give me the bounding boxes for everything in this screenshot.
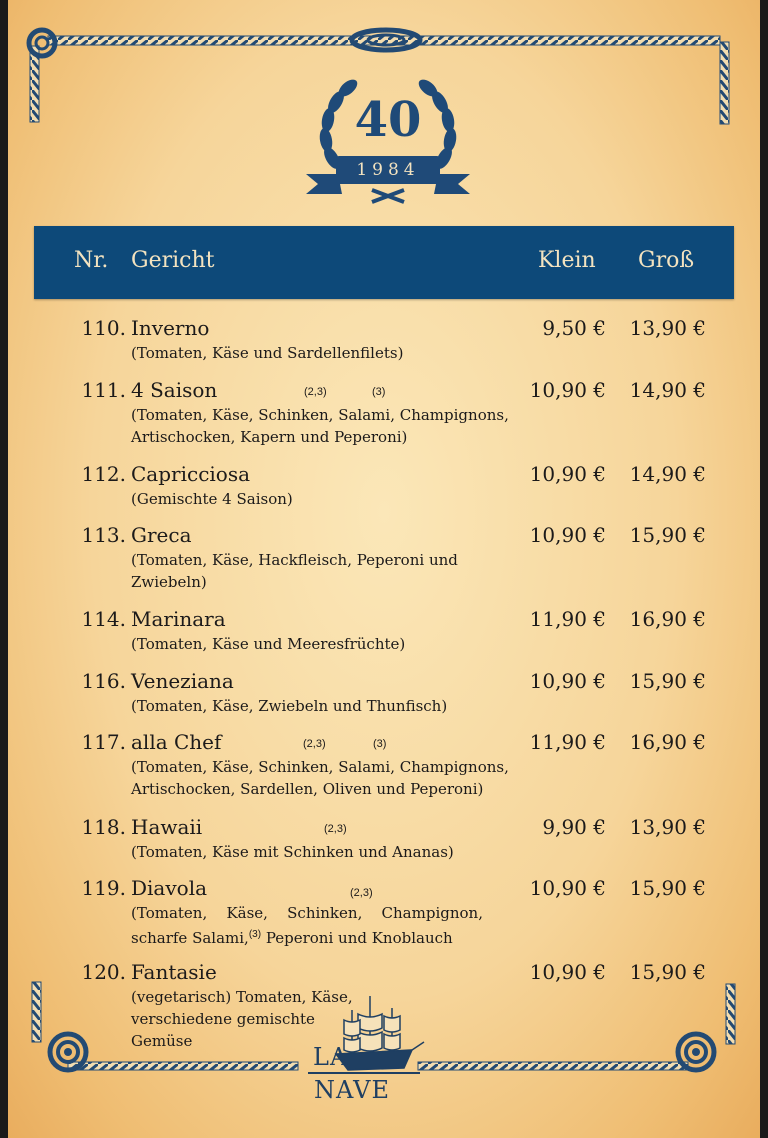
logo-text-nave: NAVE xyxy=(314,1076,390,1104)
price-small: 10,90 € xyxy=(529,523,606,547)
item-number: 113. xyxy=(81,523,126,547)
additive-note: (2,3) xyxy=(350,887,373,899)
additive-note: (3) xyxy=(373,738,387,750)
item-number: 111. xyxy=(81,378,126,402)
additive-note: (3) xyxy=(248,929,262,940)
item-number: 118. xyxy=(81,815,126,839)
price-small: 11,90 € xyxy=(529,730,606,754)
item-number: 110. xyxy=(81,316,126,340)
item-name: 4 Saison xyxy=(131,378,218,402)
price-small: 10,90 € xyxy=(529,669,606,693)
logo-text-la: LA xyxy=(313,1043,349,1071)
price-small: 9,50 € xyxy=(542,316,606,340)
desc-text: Peperoni und Knoblauch xyxy=(261,929,453,947)
emblem-number: 40 xyxy=(354,92,422,148)
item-number: 116. xyxy=(81,669,126,693)
item-name: Capricciosa xyxy=(131,462,251,486)
price-large: 13,90 € xyxy=(629,316,706,340)
item-number: 112. xyxy=(81,462,126,486)
additive-note: (2,3) xyxy=(324,823,347,835)
item-description: (Tomaten, Käse, Schinken, Salami, Champignons, Artischocken, Sardellen, Oliven und Peperoni) xyxy=(131,758,509,798)
desc-word: Schinken, xyxy=(287,904,363,922)
additive-note: (3) xyxy=(372,386,386,398)
price-small: 11,90 € xyxy=(529,607,606,631)
price-small: 10,90 € xyxy=(529,378,606,402)
menu-header-bar xyxy=(34,226,734,299)
desc-word: Champignon, xyxy=(381,904,483,922)
item-number: 117. xyxy=(81,730,126,754)
header-gross: Groß xyxy=(638,248,695,273)
price-large: 15,90 € xyxy=(629,960,706,984)
price-small: 10,90 € xyxy=(529,876,606,900)
additive-note: (2,3) xyxy=(304,386,327,398)
item-description: (Tomaten, Käse und Sardellenfilets) xyxy=(131,344,404,362)
item-name: Inverno xyxy=(131,316,210,340)
item-description: (Tomaten, Käse und Meeresfrüchte) xyxy=(131,635,406,653)
price-large: 15,90 € xyxy=(629,669,706,693)
item-description: (Gemischte 4 Saison) xyxy=(131,490,293,508)
price-large: 13,90 € xyxy=(629,815,706,839)
item-number: 114. xyxy=(81,607,126,631)
menu-page xyxy=(8,0,760,1138)
header-klein: Klein xyxy=(538,248,596,273)
item-name: Fantasie xyxy=(131,960,217,984)
price-large: 15,90 € xyxy=(629,523,706,547)
header-nr: Nr. xyxy=(74,248,109,273)
item-name: Veneziana xyxy=(131,669,234,693)
logo-divider xyxy=(308,1072,420,1074)
desc-word: (Tomaten, xyxy=(131,904,208,922)
item-name: Diavola xyxy=(131,876,208,900)
item-description: (Tomaten, Käse, Schinken, Salami, Champignons, Artischocken, Kapern und Peperoni) xyxy=(131,406,509,446)
price-large: 14,90 € xyxy=(629,462,706,486)
header-gericht: Gericht xyxy=(131,248,215,273)
anniversary-emblem xyxy=(298,70,478,210)
desc-word: Käse, xyxy=(226,904,268,922)
item-number: 119. xyxy=(81,876,126,900)
item-name: alla Chef xyxy=(131,730,222,754)
item-description: (Tomaten, Käse, Hackfleisch, Peperoni und Zwiebeln) xyxy=(131,551,458,591)
item-description: (Tomaten, Käse, Zwiebeln und Thunfisch) xyxy=(131,697,448,715)
price-large: 16,90 € xyxy=(629,607,706,631)
item-description: (Tomaten, Käse mit Schinken und Ananas) xyxy=(131,843,454,861)
emblem-year: 1984 xyxy=(356,160,420,180)
item-name: Marinara xyxy=(131,607,226,631)
price-small: 10,90 € xyxy=(529,960,606,984)
price-small: 10,90 € xyxy=(529,462,606,486)
price-small: 9,90 € xyxy=(542,815,606,839)
price-large: 15,90 € xyxy=(629,876,706,900)
item-number: 120. xyxy=(81,960,126,984)
item-name: Hawaii xyxy=(131,815,203,839)
price-large: 16,90 € xyxy=(629,730,706,754)
item-description: (vegetarisch) Tomaten, Käse, verschiedene gemischte Gemüse xyxy=(131,988,353,1050)
additive-note: (2,3) xyxy=(303,738,326,750)
item-description xyxy=(131,902,483,949)
item-name: Greca xyxy=(131,523,192,547)
price-large: 14,90 € xyxy=(629,378,706,402)
desc-text: scharfe Salami, xyxy=(131,929,249,947)
